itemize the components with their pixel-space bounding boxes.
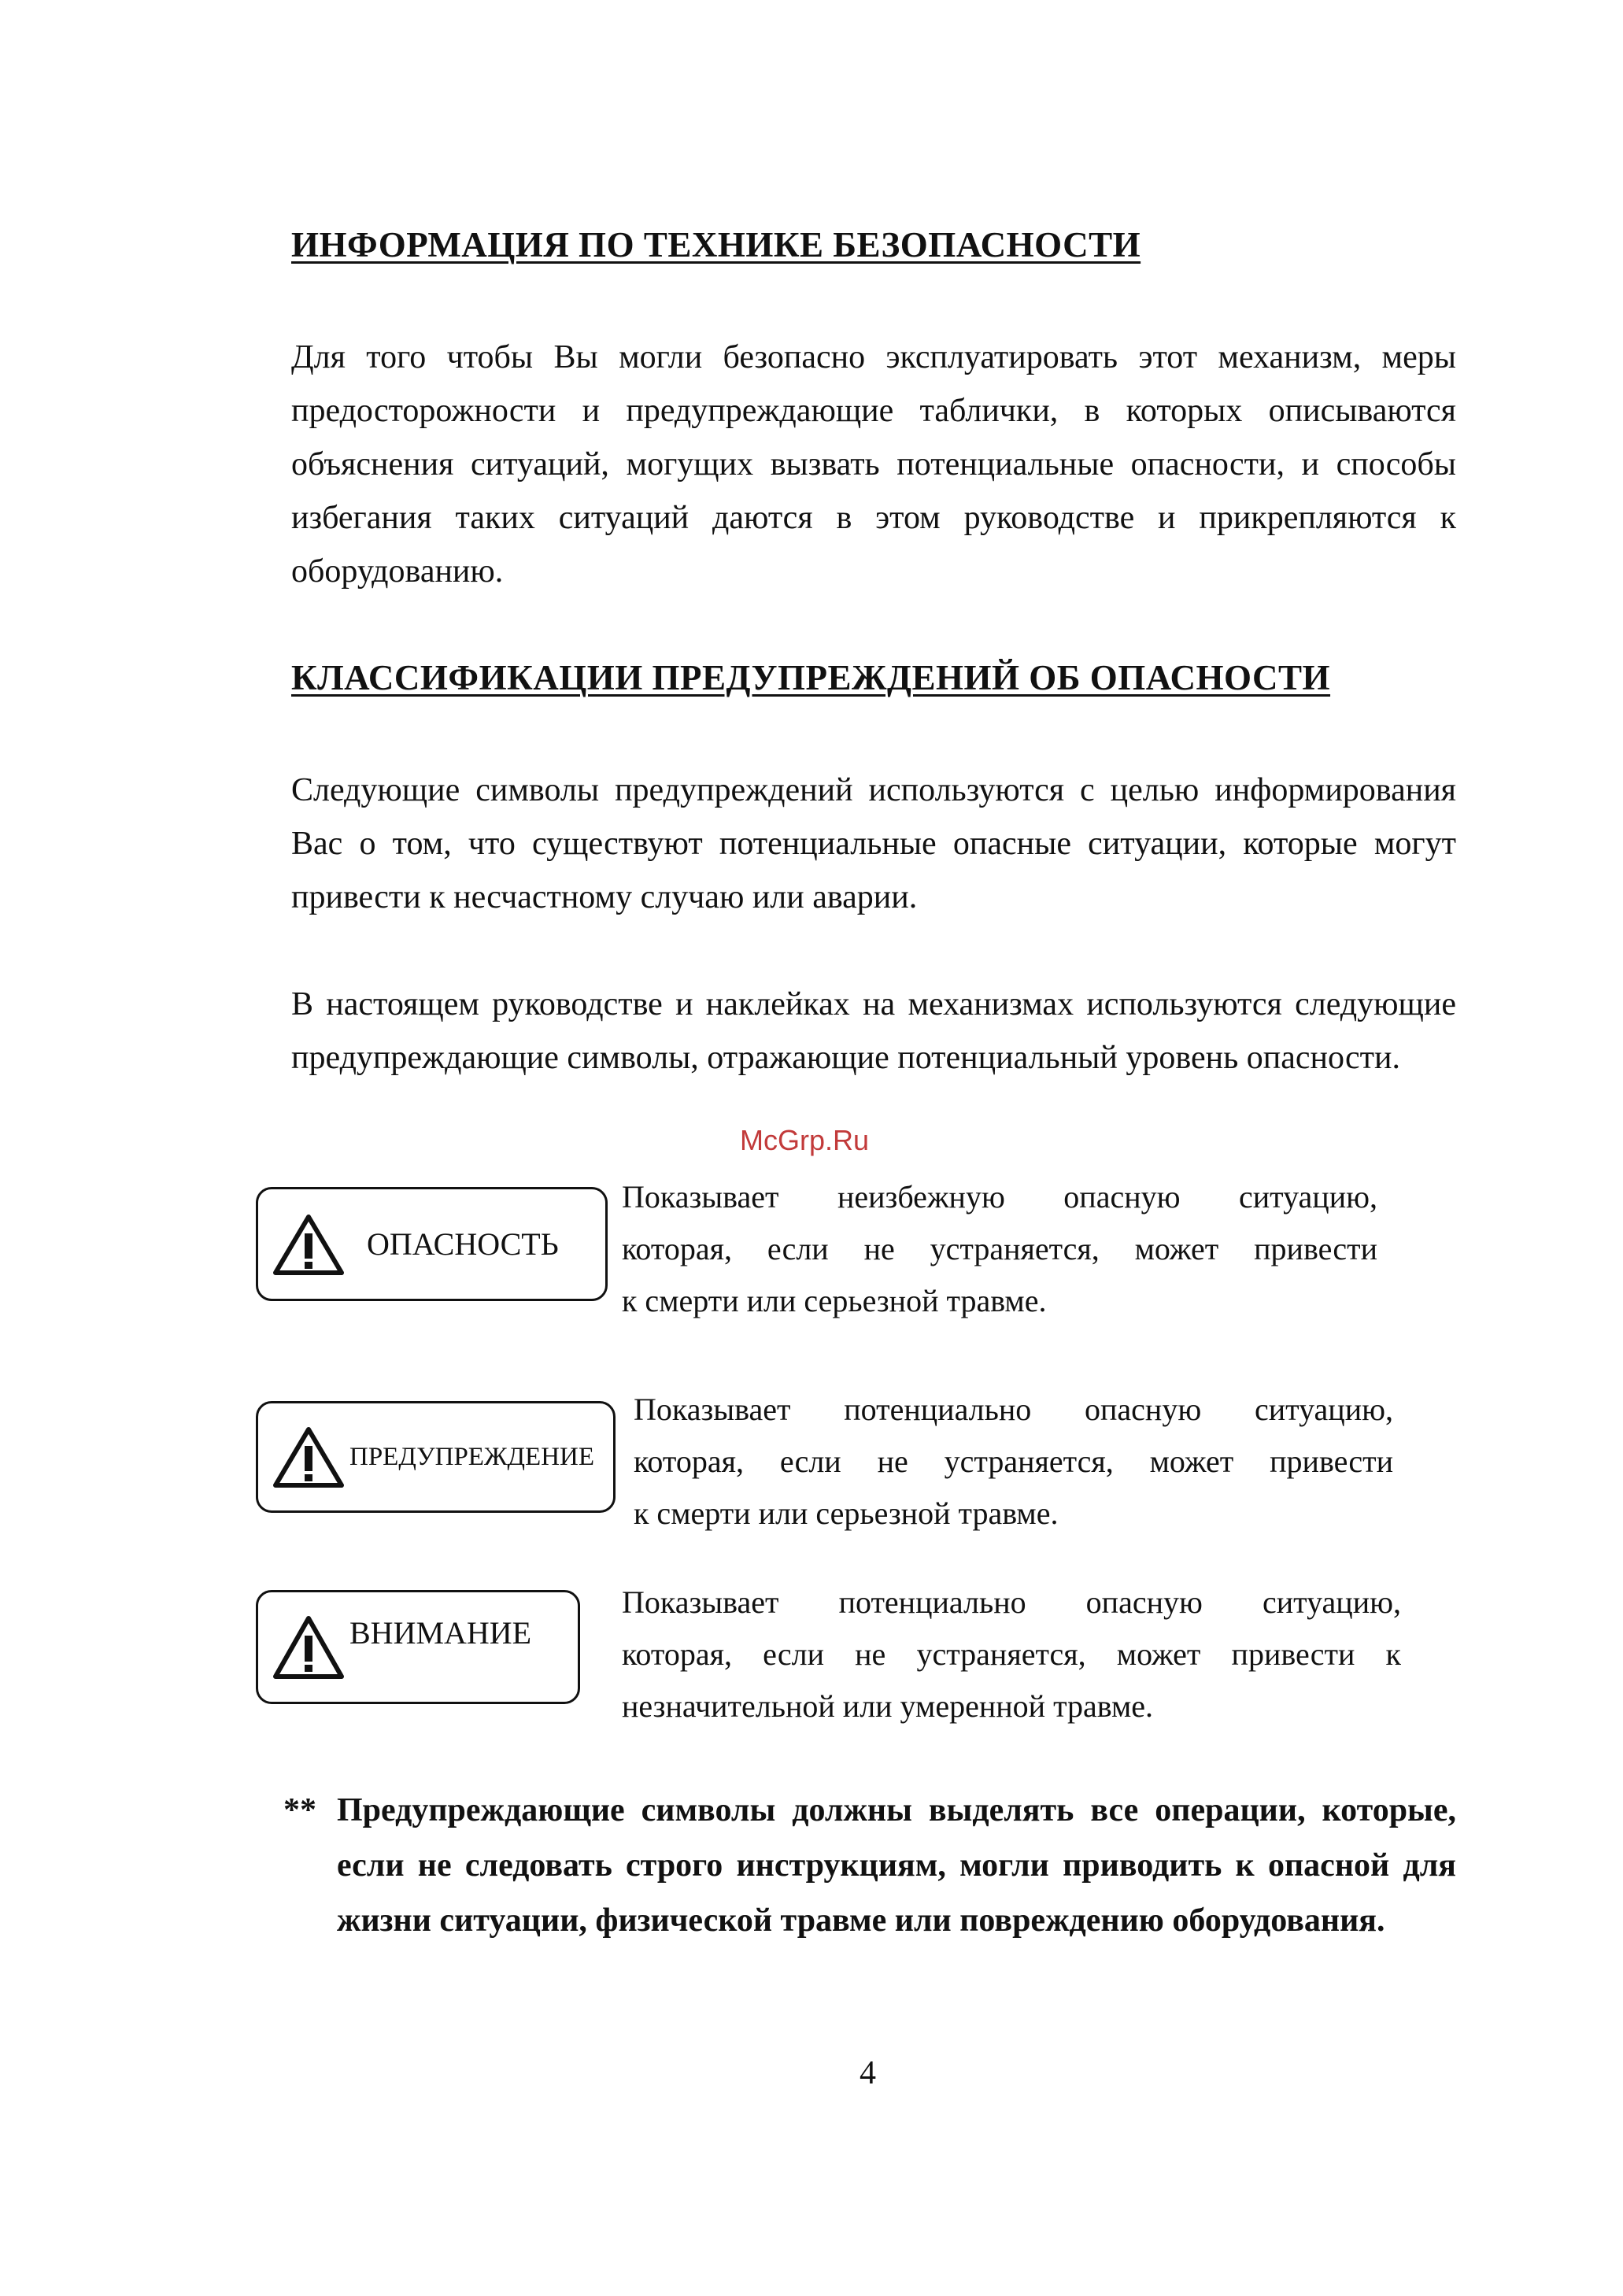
description-line: Показывает потенциально опасную ситуацию, bbox=[634, 1392, 1393, 1427]
danger-description bbox=[622, 1171, 1377, 1327]
description-line: незначительной или умеренной травме. bbox=[622, 1688, 1154, 1724]
description-line: которая, если не устраняется, может привести bbox=[634, 1444, 1393, 1479]
warning-triangle-icon bbox=[272, 1614, 345, 1681]
important-note bbox=[283, 1783, 1456, 1948]
description-line: которая, если не устраняется, может привести к bbox=[622, 1636, 1401, 1672]
levels-paragraph: В настоящем руководстве и наклейках на механизмах используются следующие предупреждающие символы, отражающие потенциальный уровень опасности. bbox=[291, 986, 1456, 1076]
danger-signal-box bbox=[256, 1187, 608, 1301]
warning-triangle-icon bbox=[272, 1425, 345, 1488]
description-line: Показывает потенциально опасную ситуацию, bbox=[622, 1584, 1401, 1620]
warning-triangle-icon bbox=[272, 1213, 345, 1276]
warning-signal-box bbox=[256, 1401, 616, 1513]
intro-paragraph: Для того чтобы Вы могли безопасно эксплуатировать этот механизм, меры предосторожности и предупреждающие таблички, в которых описываются объяснения ситуаций, могущих вызвать потенциальные опасности, и способы избегания таких ситуаций даются в этом руководстве и прикрепляются к оборудованию. bbox=[291, 339, 1456, 590]
description-line: Показывает неизбежную опасную ситуацию, bbox=[622, 1179, 1377, 1215]
watermark: McGrp.Ru bbox=[740, 1124, 870, 1156]
note-marker: ** bbox=[283, 1792, 316, 1828]
symbols-paragraph: Следующие символы предупреждений используются с целью информирования Вас о том, что существуют потенциальные опасные ситуации, которые могут привести к несчастному случаю или аварии. bbox=[291, 772, 1456, 915]
caution-signal-box bbox=[256, 1590, 580, 1704]
note-text: Предупреждающие символы должны выделять все операции, которые, если не следовать строго инструкциям, могли приводить к опасной для жизни ситуации, физической травме или повреждению оборудования. bbox=[337, 1792, 1456, 1939]
caution-label: ВНИМАНИЕ bbox=[349, 1615, 532, 1651]
classification-heading: КЛАССИФИКАЦИИ ПРЕДУПРЕЖДЕНИЙ ОБ ОПАСНОСТИ bbox=[291, 658, 1331, 697]
page-number: 4 bbox=[860, 2055, 876, 2091]
description-line: которая, если не устраняется, может привести bbox=[622, 1231, 1377, 1266]
warning-label: ПРЕДУПРЕЖДЕНИЕ bbox=[349, 1442, 595, 1471]
description-line: к смерти или серьезной травме. bbox=[634, 1496, 1059, 1531]
caution-description bbox=[622, 1577, 1401, 1732]
description-line: к смерти или серьезной травме. bbox=[622, 1283, 1047, 1318]
warning-description bbox=[634, 1384, 1393, 1540]
danger-label: ОПАСНОСТЬ bbox=[367, 1226, 559, 1262]
safety-heading: ИНФОРМАЦИЯ ПО ТЕХНИКЕ БЕЗОПАСНОСТИ bbox=[291, 225, 1141, 264]
